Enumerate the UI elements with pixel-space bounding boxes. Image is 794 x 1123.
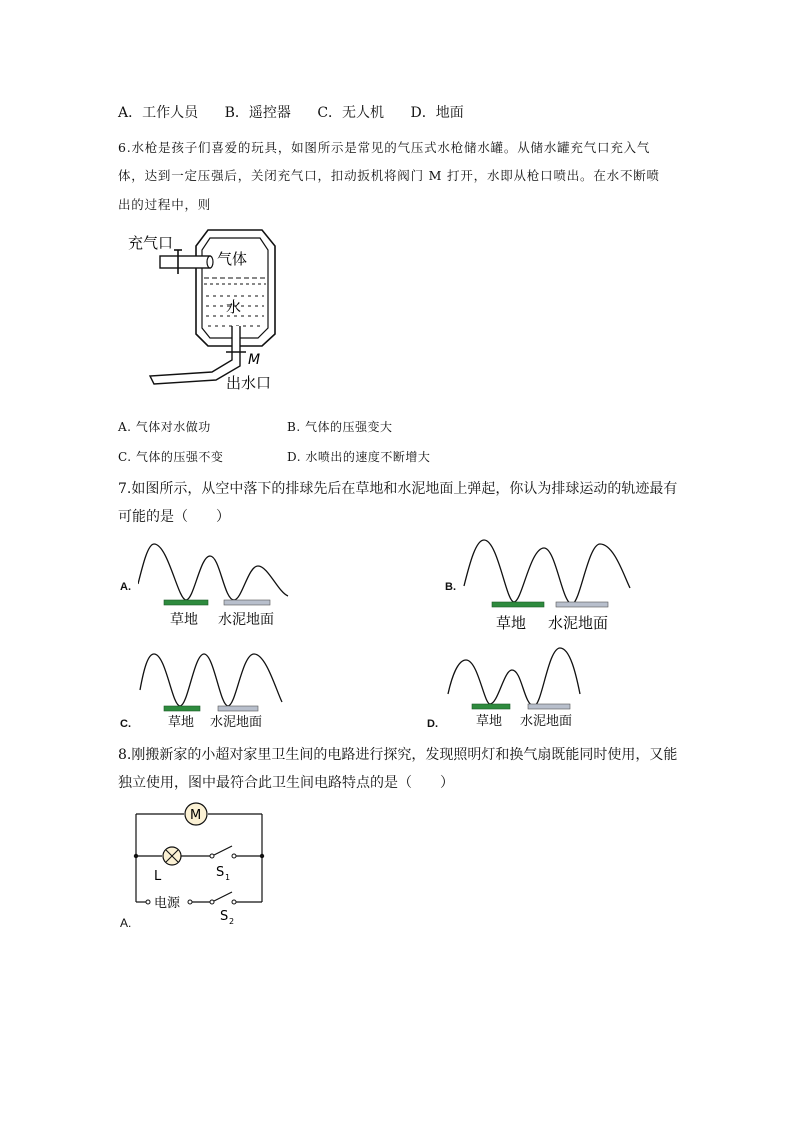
grass-label: 草地 (476, 714, 503, 729)
grass-strip (472, 704, 510, 709)
ball-trajectory (464, 540, 630, 604)
water-label: 水 (226, 298, 242, 316)
grass-label: 草地 (168, 715, 195, 730)
q7-option-b-figure (460, 536, 636, 636)
grass-strip (164, 600, 208, 605)
motor-label: M (190, 808, 202, 823)
q7-stem-line-1: 7.如图所示，从空中落下的排球先后在草地和水泥地面上弹起，你认为排球运动的轨迹最有 (118, 481, 678, 497)
grass-strip (164, 706, 200, 711)
q6-stem-line-1: 6.水枪是孩子们喜爱的玩具，如图所示是常见的气压式水枪储水罐。从储水罐充气口充入气 (118, 140, 651, 155)
ball-trajectory (138, 544, 288, 600)
q7-option-b-letter: B. (445, 581, 456, 593)
cement-label: 水泥地面 (218, 612, 274, 628)
power-label: 电源 (154, 896, 181, 911)
water-tank-figure (120, 222, 320, 398)
switch1-label: S (216, 865, 225, 880)
cement-strip (528, 704, 570, 709)
lamp-label: L (154, 869, 162, 884)
cement-strip (218, 706, 258, 711)
q6-stem-line-2: 体，达到一定压强后，关闭充气口，扣动扳机将阀门 M 打开，水即从枪口喷出。在水不断喷 (118, 168, 660, 183)
q8-stem-line-2: 独立使用，图中最符合此卫生间电路特点的是（ ） (118, 775, 454, 791)
q6-option-c: C. 气体的压强不变 (118, 450, 224, 464)
cement-strip (224, 600, 270, 605)
grass-label: 草地 (496, 614, 527, 632)
q7-option-d-letter: D. (427, 718, 438, 730)
grass-label: 草地 (170, 612, 198, 628)
q6-option-d: D. 水喷出的速度不断增大 (287, 450, 431, 464)
q5-option-c: C．无人机 (317, 105, 385, 121)
cement-strip (556, 602, 608, 607)
q7-option-a-letter: A. (120, 581, 131, 593)
cement-label: 水泥地面 (548, 614, 609, 632)
q5-options (118, 104, 484, 122)
outlet-label: 出水口 (226, 374, 272, 392)
switch1-subscript: 1 (225, 873, 231, 882)
switch-s2 (214, 892, 232, 901)
q5-option-d: D．地面 (410, 105, 464, 121)
q5-option-b: B．遥控器 (224, 105, 291, 121)
cement-label: 水泥地面 (210, 715, 263, 730)
switch2-subscript: 2 (229, 917, 235, 926)
switch-s1 (214, 846, 232, 855)
inlet-pipe (160, 256, 210, 268)
ball-trajectory (448, 648, 580, 706)
q8-circuit-figure (124, 798, 274, 926)
q6-stem-line-3: 出的过程中，则 (118, 197, 212, 212)
q7-option-c-figure (138, 650, 288, 734)
grass-strip (492, 602, 544, 607)
switch2-label: S (220, 909, 229, 924)
q8-option-a-letter: A. (120, 916, 132, 930)
cement-label: 水泥地面 (520, 714, 573, 729)
q7-option-c-letter: C. (120, 718, 131, 730)
gas-label: 气体 (217, 250, 248, 268)
q8-stem-line-1: 8.刚搬新家的小超对家里卫生间的电路进行探究，发现照明灯和换气扇既能同时使用，又能 (118, 747, 678, 763)
q7-stem-line-2: 可能的是（ ） (118, 509, 230, 525)
q7-option-d-figure (444, 644, 594, 734)
q6-option-b: B. 气体的压强变大 (287, 420, 393, 434)
ball-trajectory (140, 654, 282, 706)
valve-label: M (248, 352, 261, 368)
q6-option-a: A. 气体对水做功 (118, 420, 211, 434)
q5-option-a: A．工作人员 (118, 105, 199, 121)
inlet-label: 充气口 (128, 234, 174, 252)
q7-option-a-figure (138, 536, 300, 632)
